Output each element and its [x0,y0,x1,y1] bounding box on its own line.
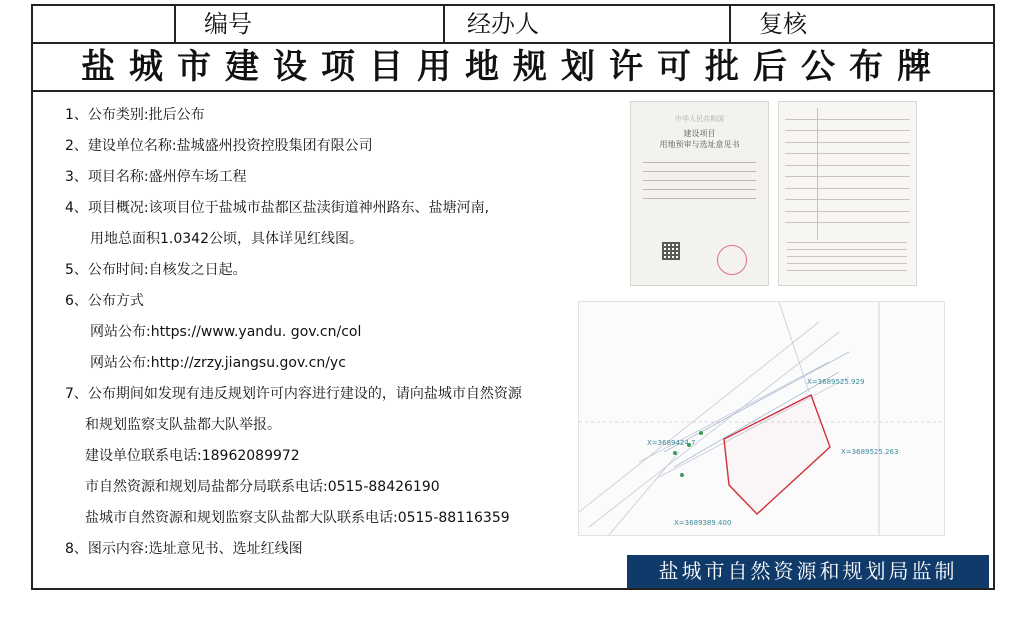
document-body-lines [643,162,756,202]
title-divider [33,90,993,92]
table-row [785,200,910,212]
map-coordinate-right: X=3689525.263 [841,448,899,456]
header-row [33,6,993,42]
item-figures: 8、图示内容:选址意见书、选址红线图 [65,541,303,557]
table-row [785,166,910,178]
item-category: 1、公布类别:批后公布 [65,107,205,123]
number-cell [176,6,445,42]
redline-boundary [724,395,830,514]
document-notes-lines [787,242,907,276]
table-row [785,177,910,189]
item-method: 6、公布方式 [65,293,144,309]
item-overview: 4、项目概况:该项目位于盐城市盐都区盐渎街道神州路东、盐塘河南, [65,200,490,216]
item-brigade-phone: 盐城市自然资源和规划监察支队盐都大队联系电话:0515-88116359 [85,510,510,526]
item-report-cont: 和规划监察支队盐都大队举报。 [85,417,281,433]
table-row [785,108,910,120]
redline-map-drawing [579,302,944,535]
item-overview-area: 用地总面积1.0342公顷，具体详见红线图。 [90,231,363,247]
map-coordinate-top: X=3689525.929 [807,378,865,386]
item-project-name: 3、项目名称:盛州停车场工程 [65,169,247,185]
handler-label: 经办人 [467,10,539,38]
redline-map-image [578,301,945,536]
document-table [785,108,910,240]
red-seal-icon [717,245,747,275]
item-unit-phone: 建设单位联系电话:18962089972 [85,448,300,464]
table-row [785,154,910,166]
table-row [785,120,910,132]
table-row [785,212,910,224]
review-label: 复核 [759,10,807,38]
item-bureau-phone: 市自然资源和规划局盐都分局联系电话:0515-88426190 [85,479,440,495]
number-label: 编号 [204,10,252,38]
table-row [785,189,910,201]
review-cell [731,6,995,42]
document-heading-2: 用地预审与选址意见书 [659,140,740,149]
item-website-link-2[interactable]: 网站公布:http://zrzy.jiangsu.gov.cn/yc [90,355,346,371]
document-heading-1: 建设项目 [683,129,716,138]
item-report: 7、公布期间如发现有违反规划许可内容进行建设的，请向盐城市自然资源 [65,386,522,402]
board-title: 盐城市建设项目用地规划许可批后公布牌 [81,47,945,87]
supervisor-banner: 盐城市自然资源和规划局监制 [627,555,989,588]
site-selection-table-image [778,101,917,286]
table-column-divider [817,108,818,240]
table-row [785,131,910,143]
item-time: 5、公布时间:自核发之日起。 [65,262,247,278]
document-country: 中华人民共和国 [675,115,724,123]
site-selection-document-image [630,101,769,286]
item-unit-name: 2、建设单位名称:盐城盛州投资控股集团有限公司 [65,138,373,154]
notice-board [31,4,995,590]
map-coordinate-bottom: X=3689389.400 [674,519,732,527]
header-empty-cell [33,6,176,42]
table-row [785,143,910,155]
item-website-link-1[interactable]: 网站公布:https://www.yandu. gov.cn/col [90,324,362,340]
map-coordinate-left: X=3689424.7 [647,439,696,447]
qr-code-icon [662,242,680,260]
handler-cell [445,6,731,42]
